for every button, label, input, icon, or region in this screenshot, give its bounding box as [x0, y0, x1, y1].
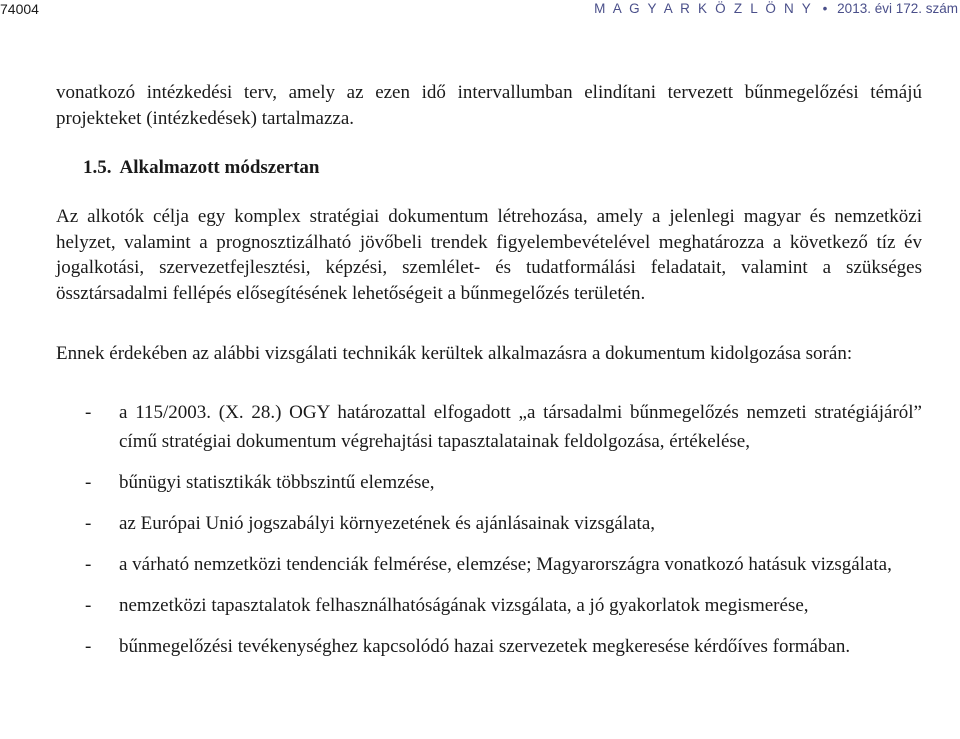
page-header [0, 0, 960, 20]
journal-info [594, 1, 958, 16]
paragraph-goal: Az alkotók célja egy komplex stratégiai dokumentum létrehozása, amely a jelenlegi magyar és nemzetközi helyzet, valamint a prognosztizálható jövőbeli trendek figyelembevételével meghatározza a következő tíz év jogalkotási, szervezetfejlesztési, képzési, szemlélet- és tudatformálási feladatait, valamint a szükséges össztársadalmi fellépés elősegítésének lehetőségeit a bűnmegelőzés területén. [56, 206, 922, 304]
list-item [56, 509, 922, 538]
issue-number: 2013. évi 172. szám [837, 1, 958, 16]
section-heading [83, 155, 320, 180]
journal-title: M A G Y A R K Ö Z L Ö N Y [594, 1, 813, 16]
list-item [56, 591, 922, 620]
intro-paragraph: vonatkozó intézkedési terv, amely az ezen idő intervallumban elindítani tervezett bűnmegelőzési témájú projekteket (intézkedések) tartalmazza. [56, 82, 922, 129]
list-dash: - [85, 402, 92, 423]
list-item-text: az Európai Unió jogszabályi környezetének és ajánlásainak vizsgálata, [119, 513, 655, 534]
list-dash: - [85, 513, 92, 534]
section-title: Alkalmazott módszertan [119, 157, 320, 178]
list-item [56, 632, 922, 661]
list-dash: - [85, 472, 92, 493]
paragraph-methods-intro: Ennek érdekében az alábbi vizsgálati technikák kerültek alkalmazásra a dokumentum kidolgozása során: [56, 343, 853, 364]
list-item-text: nemzetközi tapasztalatok felhasználhatóságának vizsgálata, a jó gyakorlatok megismerése, [119, 595, 809, 616]
list-item [56, 468, 922, 497]
list-item-text: bűnmegelőzési tevékenységhez kapcsolódó hazai szervezetek megkeresése kérdőíves formában. [119, 636, 851, 657]
list-dash: - [85, 636, 92, 657]
list-item [56, 550, 922, 579]
list-item-text: a várható nemzetközi tendenciák felmérése, elemzése; Magyarországra vonatkozó hatásuk vizsgálata, [119, 554, 892, 575]
header-separator: • [822, 1, 828, 16]
methods-list [56, 398, 922, 673]
list-dash: - [85, 554, 92, 575]
list-item-text: a 115/2003. (X. 28.) OGY határozattal elfogadott „a társadalmi bűnmegelőzés nemzeti stratégiájáról” című stratégiai dokumentum végrehajtási tapasztalatainak feldolgozása, értékelése, [119, 402, 922, 452]
list-item-text: bűnügyi statisztikák többszintű elemzése, [119, 472, 435, 493]
page-number: 74004 [0, 1, 39, 17]
section-number: 1.5. [83, 157, 112, 178]
list-item [56, 398, 922, 456]
list-dash: - [85, 595, 92, 616]
